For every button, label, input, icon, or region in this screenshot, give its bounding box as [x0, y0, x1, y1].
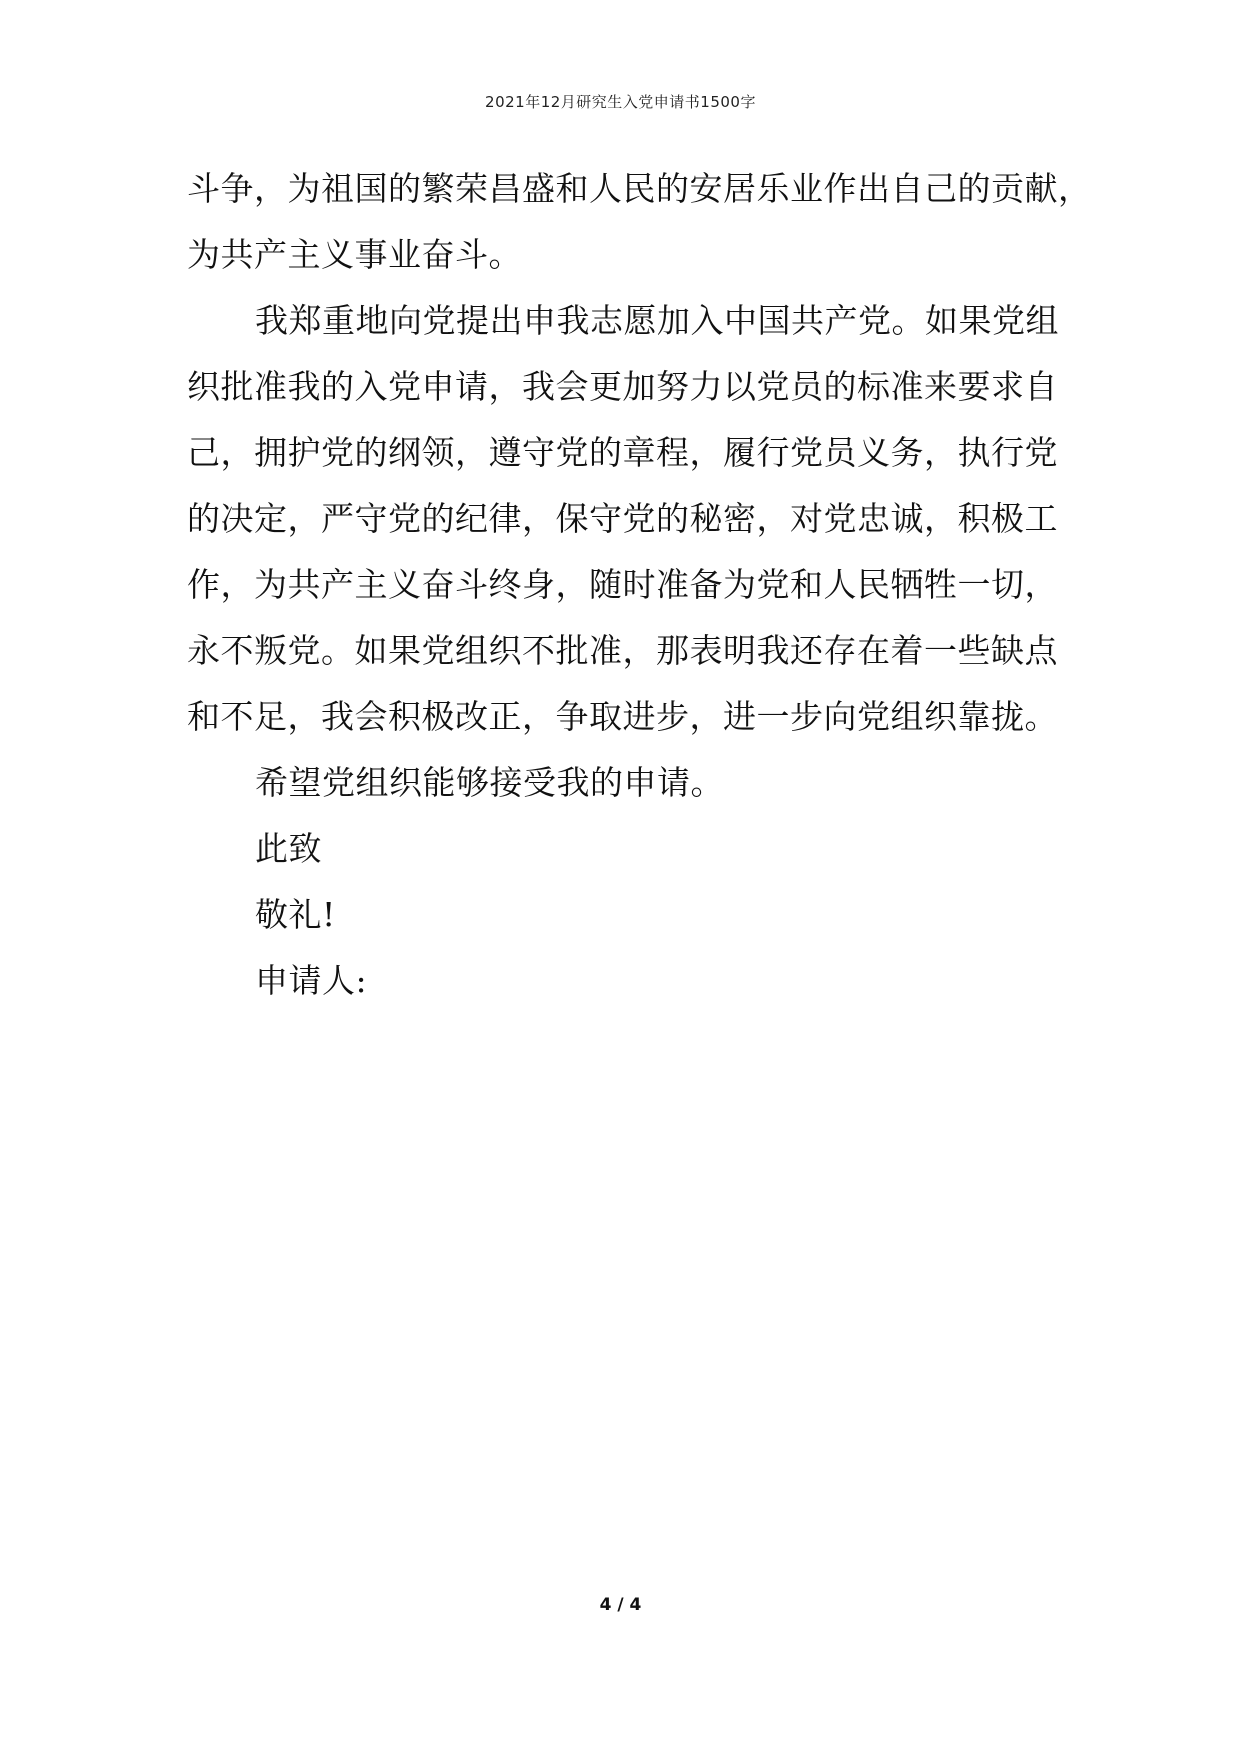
text-line: 希望党组织能够接受我的申请。	[255, 763, 724, 802]
text-line: 己，拥护党的纲领，遵守党的章程，履行党员义务，执行党	[187, 433, 1058, 472]
text-line: 的决定，严守党的纪律，保守党的秘密，对党忠诚，积极工	[187, 499, 1058, 538]
body-text	[187, 160, 1092, 1018]
text-line: 斗争，为祖国的繁荣昌盛和人民的安居乐业作出自己的贡献，	[187, 169, 1092, 208]
text-line: 作，为共产主义奋斗终身，随时准备为党和人民牺牲一切，	[187, 565, 1058, 604]
text-line: 永不叛党。如果党组织不批准，那表明我还存在着一些缺点	[187, 631, 1058, 670]
page-number: 4 / 4	[599, 1595, 642, 1615]
text-line: 和不足，我会积极改正，争取进步，进一步向党组织靠拢。	[187, 697, 1058, 736]
text-line: 织批准我的入党申请，我会更加努力以党员的标准来要求自	[187, 367, 1058, 406]
applicant-signature-label: 申请人:	[255, 961, 368, 1000]
running-header: 2021年12月研究生入党申请书1500字	[485, 93, 756, 111]
closing-regards: 敬礼!	[255, 895, 336, 934]
closing-salutation: 此致	[255, 829, 322, 868]
text-line: 为共产主义事业奋斗。	[187, 235, 522, 274]
text-line: 我郑重地向党提出申我志愿加入中国共产党。如果党组	[255, 301, 1059, 340]
